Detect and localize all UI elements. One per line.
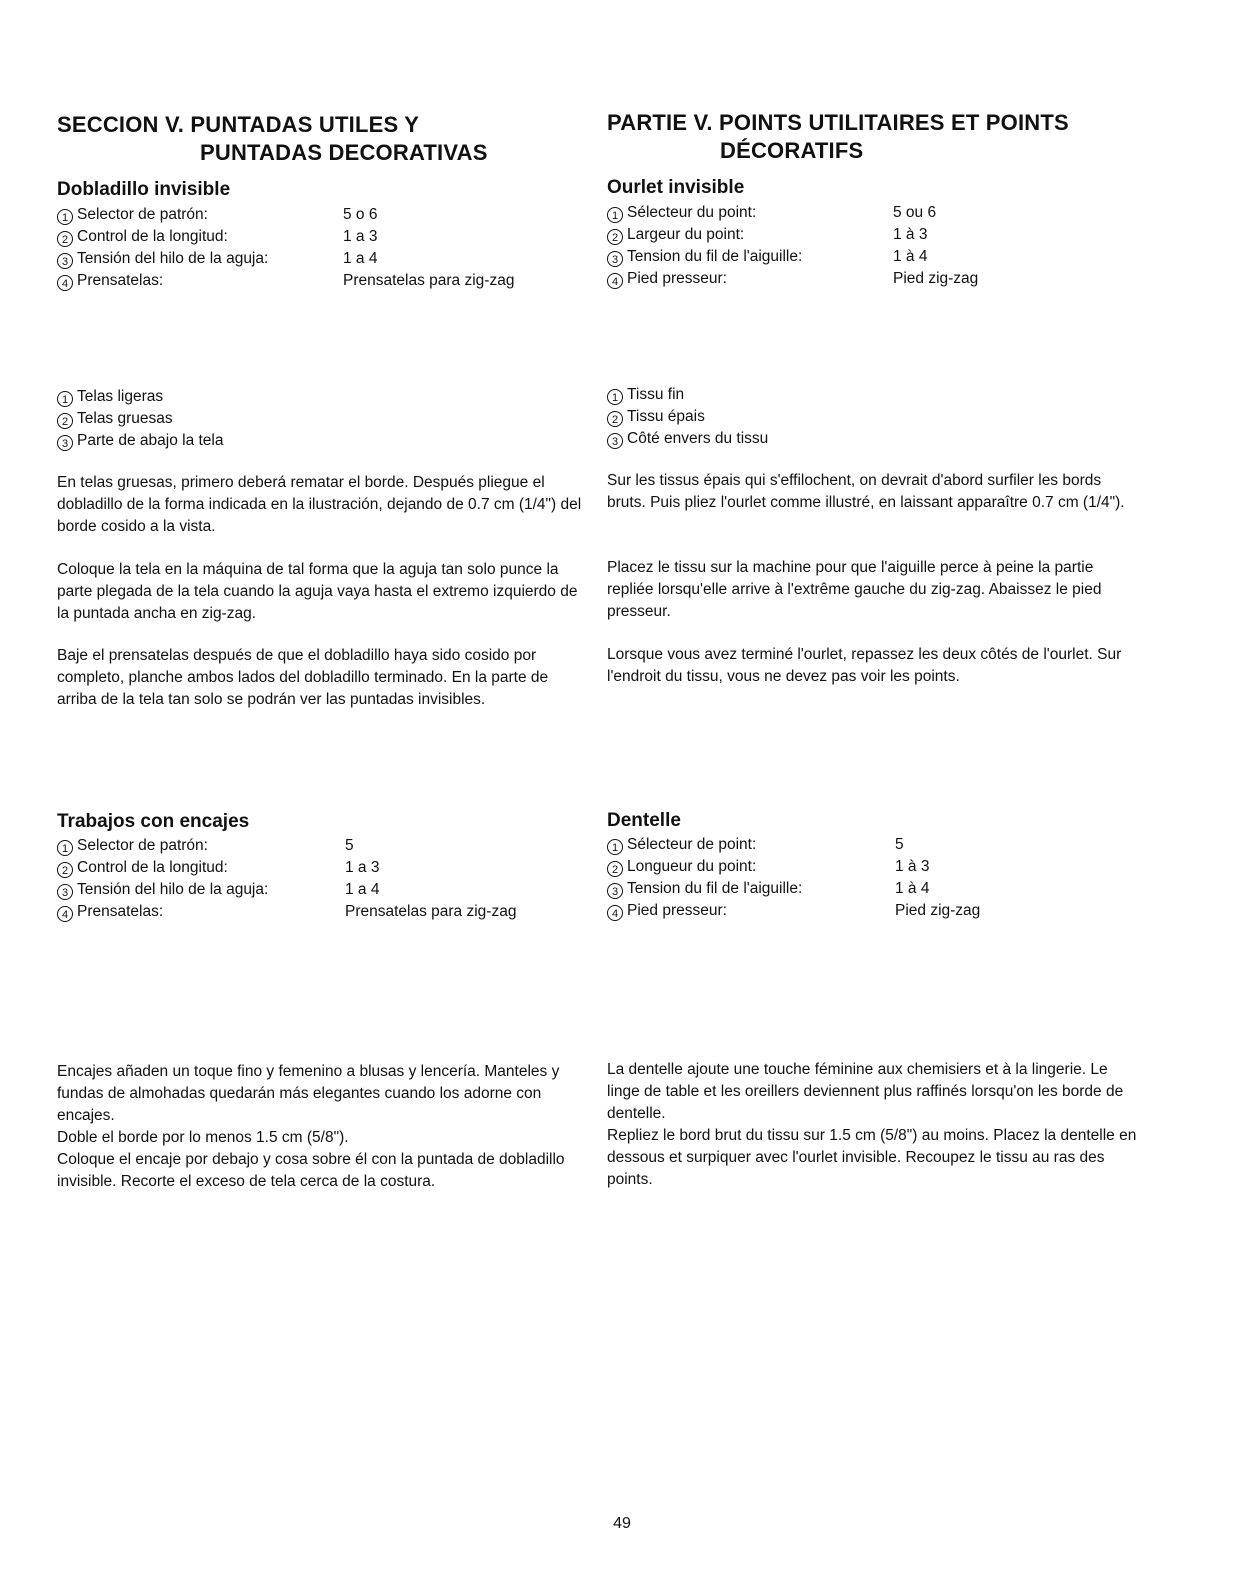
legend-label: Parte de abajo la tela	[77, 432, 224, 449]
circled-number: 1	[57, 840, 73, 856]
fr-legend-item	[607, 428, 768, 449]
setting-label: Largeur du point:	[627, 226, 745, 243]
setting-value: 1 a 4	[343, 250, 378, 267]
fr-hem-setting-row	[607, 246, 802, 267]
setting-label: Longueur du point:	[627, 858, 757, 875]
circled-number: 2	[57, 413, 73, 429]
circled-number: 1	[607, 389, 623, 405]
circled-number: 2	[57, 231, 73, 247]
setting-value: 1 a 4	[345, 881, 380, 898]
es-lace-text: Encajes añaden un toque fino y femenino a blusas y lencería. Manteles y fundas de almohadas quedarán más elegantes cuando los adorne con encajes. Doble el borde por lo menos 1.5 cm (5/8"). Coloque el encaje por debajo y cosa sobre él con la puntada de dobladillo invisible. Recorte el exceso de tela cerca de la costura.	[57, 1063, 565, 1190]
setting-label: Control de la longitud:	[77, 228, 228, 245]
setting-value: 1 a 3	[343, 228, 378, 245]
legend-label: Tissu fin	[627, 386, 685, 403]
legend-label: Telas ligeras	[77, 388, 164, 405]
fr-hem-setting-row	[607, 224, 744, 245]
fr-legend-item	[607, 406, 705, 427]
circled-number: 4	[607, 273, 623, 289]
circled-number: 2	[607, 411, 623, 427]
setting-value: Prensatelas para zig-zag	[343, 272, 515, 289]
page-number: 49	[613, 1515, 631, 1532]
setting-value: 5 o 6	[343, 206, 378, 223]
setting-label: Tensión del hilo de la aguja:	[77, 881, 269, 898]
setting-value: 1 à 4	[895, 880, 930, 897]
es-section-title-line1: SECCION V. PUNTADAS UTILES Y	[57, 112, 420, 137]
fr-lace-setting-row	[607, 856, 756, 877]
es-lace-setting-row	[57, 901, 163, 922]
es-legend-item	[57, 408, 173, 429]
fr-lace-setting-row	[607, 878, 802, 899]
circled-number: 4	[607, 905, 623, 921]
setting-value: 1 à 4	[893, 248, 928, 265]
es-hem-paragraph: Coloque la tela en la máquina de tal forma que la aguja tan solo punce la parte plegada de la tela cuando la aguja vaya hasta el extremo izquierdo de la puntada ancha en zig-zag.	[57, 561, 578, 622]
setting-label: Selector de patrón:	[77, 206, 208, 223]
setting-value: 1 a 3	[345, 859, 380, 876]
es-hem-paragraph: Baje el prensatelas después de que el dobladillo haya sido cosido por completo, planche ambos lados del dobladillo terminado. En la parte de arriba de la tela tan solo se podrán ver las puntadas invisibles.	[57, 647, 549, 708]
circled-number: 3	[57, 253, 73, 269]
fr-lace-heading: Dentelle	[607, 810, 681, 831]
fr-hem-heading: Ourlet invisible	[607, 177, 745, 198]
setting-value: 5	[345, 837, 354, 854]
setting-label: Tensión del hilo de la aguja:	[77, 250, 269, 267]
fr-hem-paragraph: Placez le tissu sur la machine pour que l'aiguille perce à peine la partie repliée lorsqu'elle arrive à l'extrême gauche du zig-zag. Abaissez le pied presseur.	[607, 559, 1102, 620]
es-hem-paragraph: En telas gruesas, primero deberá rematar el borde. Después pliegue el dobladillo de la forma indicada en la ilustración, dejando de 0.7 cm (1/4") del borde cosido a la vista.	[57, 474, 582, 535]
setting-label: Control de la longitud:	[77, 859, 228, 876]
fr-section-title-line1: PARTIE V. POINTS UTILITAIRES ET POINTS	[607, 110, 1069, 135]
circled-number: 3	[57, 435, 73, 451]
circled-number: 1	[57, 209, 73, 225]
setting-label: Selector de patrón:	[77, 837, 208, 854]
fr-legend-item	[607, 384, 684, 405]
fr-hem-paragraph: Lorsque vous avez terminé l'ourlet, repassez les deux côtés de l'ourlet. Sur l'endroit du tissu, vous ne devez pas voir les points.	[607, 646, 1122, 685]
circled-number: 1	[607, 839, 623, 855]
setting-value: 1 à 3	[895, 858, 930, 875]
setting-label: Pied presseur:	[627, 902, 727, 919]
es-lace-setting-row	[57, 835, 208, 856]
setting-value: 5	[895, 836, 904, 853]
fr-section-title-line2: DÉCORATIFS	[720, 138, 864, 163]
es-lace-setting-row	[57, 857, 228, 878]
legend-label: Côté envers du tissu	[627, 430, 769, 447]
setting-label: Pied presseur:	[627, 270, 727, 287]
es-hem-setting-row	[57, 204, 208, 225]
fr-hem-setting-row	[607, 268, 727, 289]
es-hem-setting-row	[57, 248, 268, 269]
circled-number: 4	[57, 275, 73, 291]
setting-value: Pied zig-zag	[895, 902, 981, 919]
fr-hem-setting-row	[607, 202, 756, 223]
setting-label: Prensatelas:	[77, 272, 164, 289]
fr-lace-setting-row	[607, 834, 756, 855]
circled-number: 2	[57, 862, 73, 878]
es-lace-heading: Trabajos con encajes	[57, 811, 250, 832]
fr-hem-paragraph: Sur les tissus épais qui s'effilochent, on devrait d'abord surfiler les bords bruts. Puis pliez l'ourlet comme illustré, en laissant apparaître 0.7 cm (1/4").	[607, 472, 1125, 511]
setting-value: Pied zig-zag	[893, 270, 979, 287]
setting-label: Sélecteur du point:	[627, 204, 757, 221]
setting-label: Tension du fil de l'aiguille:	[627, 248, 803, 265]
circled-number: 4	[57, 906, 73, 922]
circled-number: 1	[607, 207, 623, 223]
es-legend-item	[57, 430, 224, 451]
es-legend-item	[57, 386, 163, 407]
fr-lace-setting-row	[607, 900, 727, 921]
setting-value: Prensatelas para zig-zag	[345, 903, 517, 920]
circled-number: 2	[607, 229, 623, 245]
setting-label: Sélecteur de point:	[627, 836, 757, 853]
es-hem-setting-row	[57, 226, 228, 247]
circled-number: 3	[607, 883, 623, 899]
fr-lace-text: La dentelle ajoute une touche féminine aux chemisiers et à la lingerie. Le linge de table et les oreillers deviennent plus raffinés lorsqu'on les borde de dentelle. Repliez le bord brut du tissu sur 1.5 cm (5/8") au moins. Placez la dentelle en dessous et surpiquer avec l'ourlet invisible. Recoupez le tissu au ras des points.	[607, 1061, 1137, 1188]
legend-label: Tissu épais	[627, 408, 705, 425]
circled-number: 3	[607, 251, 623, 267]
legend-label: Telas gruesas	[77, 410, 173, 427]
setting-label: Prensatelas:	[77, 903, 164, 920]
circled-number: 3	[607, 433, 623, 449]
es-lace-setting-row	[57, 879, 268, 900]
setting-value: 1 à 3	[893, 226, 928, 243]
es-section-title-line2: PUNTADAS DECORATIVAS	[200, 140, 488, 165]
circled-number: 1	[57, 391, 73, 407]
setting-label: Tension du fil de l'aiguille:	[627, 880, 803, 897]
circled-number: 3	[57, 884, 73, 900]
setting-value: 5 ou 6	[893, 204, 937, 221]
es-hem-setting-row	[57, 270, 163, 291]
es-hem-heading: Dobladillo invisible	[57, 179, 231, 200]
circled-number: 2	[607, 861, 623, 877]
